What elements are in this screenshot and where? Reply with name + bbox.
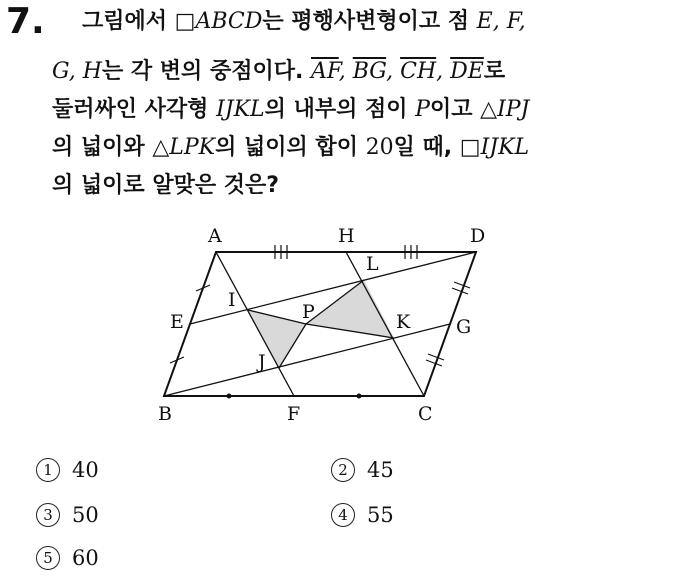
label-c: C xyxy=(418,403,433,425)
math-abcd: ABCD xyxy=(195,9,263,34)
label-a: A xyxy=(208,225,222,247)
text-segment: 로 xyxy=(483,59,506,84)
label-k: K xyxy=(396,311,411,333)
segment-bg: $\overline{BG}$ xyxy=(352,59,387,84)
choice-value: 50 xyxy=(72,503,99,527)
choice-number-icon: 3 xyxy=(36,503,60,527)
square-symbol: □ xyxy=(459,135,481,160)
question-line-5: 의 넓이로 알맞은 것은? xyxy=(52,173,280,198)
math-ijkl: IJKL xyxy=(216,97,265,122)
choice-value: 60 xyxy=(72,546,99,570)
shaded-triangle-lpk xyxy=(306,280,394,338)
math-ijkl: IJKL xyxy=(480,135,530,160)
comma: , xyxy=(68,59,83,84)
label-j: J xyxy=(258,351,266,373)
text-segment: 의 넓이와 xyxy=(52,135,153,160)
math-lpk: LPK xyxy=(169,135,216,160)
square-symbol: □ xyxy=(174,9,196,34)
math-p: P xyxy=(415,97,430,122)
choice-number-icon: 5 xyxy=(36,546,60,570)
math-h: H xyxy=(82,59,102,84)
math-f: F xyxy=(506,9,519,34)
midpoint-dot-bf xyxy=(227,394,232,399)
triangle-symbol: △ xyxy=(480,97,498,122)
label-p: P xyxy=(302,301,315,323)
text-segment: 의 넓이의 합이 xyxy=(215,135,366,160)
segment-ch: $\overline{CH}$ xyxy=(400,59,437,84)
question-line-1 xyxy=(82,6,526,38)
question-line-2 xyxy=(52,56,505,88)
comma: , xyxy=(492,9,507,34)
comma: , xyxy=(386,59,401,84)
choice-number-icon: 4 xyxy=(331,503,355,527)
comma: , xyxy=(436,59,451,84)
question-line-3 xyxy=(52,94,529,126)
choice-4[interactable] xyxy=(331,501,394,529)
choice-value: 40 xyxy=(72,458,99,482)
number-20: 20 xyxy=(365,135,394,160)
label-e: E xyxy=(170,311,184,333)
label-h: H xyxy=(338,225,355,247)
comma: , xyxy=(518,9,526,34)
choice-5[interactable] xyxy=(36,544,99,572)
choice-1[interactable] xyxy=(36,456,99,484)
math-ipj: IPJ xyxy=(497,97,530,122)
text-segment: 그림에서 xyxy=(82,9,175,34)
choice-number-icon: 1 xyxy=(36,458,60,482)
comma: , xyxy=(338,59,353,84)
label-g: G xyxy=(456,316,472,338)
label-l: L xyxy=(366,253,379,275)
choice-2[interactable] xyxy=(331,456,394,484)
text-segment: 일 때, xyxy=(393,135,460,160)
text-segment: 는 각 변의 중점이다. xyxy=(101,59,311,84)
text-segment: 의 내부의 점이 xyxy=(264,97,416,122)
math-e: E xyxy=(476,9,493,34)
text-segment: 이고 xyxy=(429,97,481,122)
parallelogram-figure xyxy=(150,218,510,433)
choice-value: 55 xyxy=(367,503,394,527)
segment-af: $\overline{AF}$ xyxy=(311,59,339,84)
question-line-4 xyxy=(52,132,529,164)
text-segment: 는 평행사변형이고 점 xyxy=(262,9,477,34)
label-b: B xyxy=(158,403,172,425)
math-g: G xyxy=(52,59,69,84)
label-i: I xyxy=(228,289,236,311)
segment-de: $\overline{DE}$ xyxy=(450,59,484,84)
question-number: 7. xyxy=(6,1,45,42)
label-d: D xyxy=(470,225,486,247)
choice-3[interactable] xyxy=(36,501,99,529)
midpoint-dot-fc xyxy=(357,394,362,399)
choice-number-icon: 2 xyxy=(331,458,355,482)
segment-bg xyxy=(164,324,450,396)
text-segment: 둘러싸인 사각형 xyxy=(52,97,217,122)
triangle-symbol: △ xyxy=(152,135,170,160)
choice-value: 45 xyxy=(367,458,394,482)
label-f: F xyxy=(287,403,301,425)
